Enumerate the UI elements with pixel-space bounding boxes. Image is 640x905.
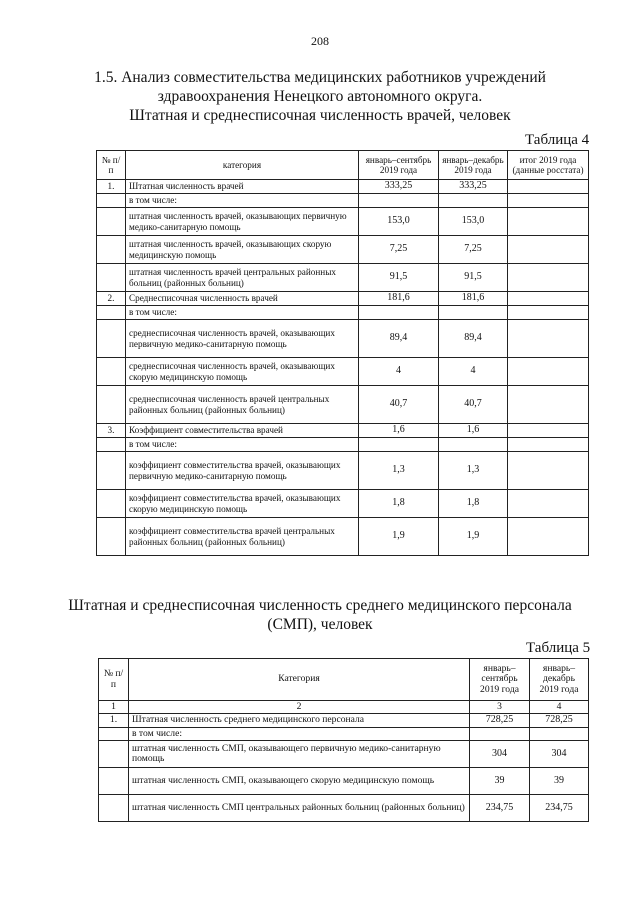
- cell-num: [97, 490, 126, 518]
- cell-category: среднесписочная численность врачей, оказывающих первичную медико-санитарную помощь: [126, 320, 359, 358]
- cell-jan-sep: [359, 194, 439, 208]
- cell-num: [99, 768, 129, 795]
- cell-jan-sep: [359, 438, 439, 452]
- cell-jan-dec: 234,75: [530, 795, 589, 822]
- cell-jan-dec: 153,0: [439, 208, 508, 236]
- table5-caption: Таблица 5: [526, 640, 591, 656]
- header-jan-sep: январь–сентябрь 2019 года: [359, 151, 439, 180]
- cell-total: [508, 358, 589, 386]
- table-row: [99, 741, 589, 768]
- table-row: [97, 194, 589, 208]
- cell-jan-sep: 181,6: [359, 292, 439, 306]
- cell-num: [97, 236, 126, 264]
- table-row: [99, 714, 589, 728]
- cell-total: [508, 208, 589, 236]
- cell-category: коэффициент совместительства врачей центральных районных больниц (районных больниц): [126, 518, 359, 556]
- cell-num: 1.: [99, 714, 129, 728]
- header-jan-sep: январь–сентябрь 2019 года: [470, 659, 530, 701]
- table-row: [97, 424, 589, 438]
- cell-category: коэффициент совместительства врачей, оказывающих первичную медико-санитарную помощь: [126, 452, 359, 490]
- cell-category: штатная численность СМП центральных районных больниц (районных больниц): [129, 795, 470, 822]
- cell-jan-dec: [439, 306, 508, 320]
- cell-category: Коэффициент совместительства врачей: [126, 424, 359, 438]
- cell-jan-sep: 1,9: [359, 518, 439, 556]
- table-row: [97, 518, 589, 556]
- cell-category: в том числе:: [126, 438, 359, 452]
- header-total: итог 2019 года (данные росстата): [508, 151, 589, 180]
- table-row: [97, 438, 589, 452]
- cell-category: в том числе:: [126, 194, 359, 208]
- cell-num: [97, 358, 126, 386]
- cell-category: Штатная численность среднего медицинского персонала: [129, 714, 470, 728]
- cell-jan-dec: [530, 728, 589, 741]
- header-category: категория: [126, 151, 359, 180]
- section-title-line-2: здравоохранения Ненецкого автономного округа.: [157, 88, 483, 105]
- cell-jan-sep: 4: [359, 358, 439, 386]
- table-row: [97, 358, 589, 386]
- cell-num: [97, 306, 126, 320]
- cell-jan-sep: 728,25: [470, 714, 530, 728]
- cell-jan-sep: 1,6: [359, 424, 439, 438]
- index-row: [99, 701, 589, 714]
- table-header-row: [99, 659, 589, 701]
- cell-total: [508, 518, 589, 556]
- cell-jan-sep: 7,25: [359, 236, 439, 264]
- header-jan-dec: январь–декабрь 2019 года: [530, 659, 589, 701]
- cell-total: [508, 438, 589, 452]
- cell-jan-dec: [439, 194, 508, 208]
- table-row: [97, 490, 589, 518]
- cell-jan-sep: 39: [470, 768, 530, 795]
- cell-category: Среднесписочная численность врачей: [126, 292, 359, 306]
- cell-jan-dec: 7,25: [439, 236, 508, 264]
- cell-num: [97, 264, 126, 292]
- cell-category: штатная численность врачей центральных районных больниц (районных больниц): [126, 264, 359, 292]
- table-row: [97, 180, 589, 194]
- cell-num: [99, 728, 129, 741]
- cell-jan-dec: 1,3: [439, 452, 508, 490]
- table-row: [97, 264, 589, 292]
- cell-total: [508, 236, 589, 264]
- cell-jan-sep: 153,0: [359, 208, 439, 236]
- cell-category: в том числе:: [126, 306, 359, 320]
- table-5-body: [99, 714, 589, 822]
- cell-num: 2.: [97, 292, 126, 306]
- index-cell: 1: [99, 701, 129, 714]
- cell-jan-sep: 234,75: [470, 795, 530, 822]
- table5-title-line-1: Штатная и среднесписочная численность среднего медицинского персонала: [68, 597, 572, 614]
- table-row: [97, 306, 589, 320]
- cell-jan-sep: 40,7: [359, 386, 439, 424]
- cell-num: [97, 518, 126, 556]
- table-row: [97, 292, 589, 306]
- cell-jan-dec: 39: [530, 768, 589, 795]
- cell-jan-dec: 40,7: [439, 386, 508, 424]
- cell-category: штатная численность СМП, оказывающего первичную медико-санитарную помощь: [129, 741, 470, 768]
- table-4-body: [97, 180, 589, 556]
- table-row: [97, 236, 589, 264]
- table-header-row: [97, 151, 589, 180]
- cell-num: 3.: [97, 424, 126, 438]
- cell-jan-sep: 1,8: [359, 490, 439, 518]
- header-jan-dec: январь–декабрь 2019 года: [439, 151, 508, 180]
- cell-total: [508, 264, 589, 292]
- cell-total: [508, 306, 589, 320]
- cell-total: [508, 292, 589, 306]
- table-row: [97, 208, 589, 236]
- cell-num: [97, 438, 126, 452]
- cell-category: штатная численность врачей, оказывающих скорую медицинскую помощь: [126, 236, 359, 264]
- cell-num: [97, 452, 126, 490]
- page-number: 208: [311, 34, 329, 48]
- cell-num: [97, 208, 126, 236]
- cell-category: штатная численность врачей, оказывающих первичную медико-санитарную помощь: [126, 208, 359, 236]
- cell-jan-dec: 91,5: [439, 264, 508, 292]
- cell-jan-dec: 181,6: [439, 292, 508, 306]
- cell-total: [508, 320, 589, 358]
- cell-total: [508, 424, 589, 438]
- table-row: [99, 768, 589, 795]
- header-num: № п/п: [99, 659, 129, 701]
- cell-total: [508, 180, 589, 194]
- cell-category: Штатная численность врачей: [126, 180, 359, 194]
- table5-title-line-2: (СМП), человек: [267, 616, 373, 633]
- table-row: [97, 386, 589, 424]
- table4-title: Штатная и среднесписочная численность врачей, человек: [129, 107, 511, 124]
- index-cell: 2: [129, 701, 470, 714]
- cell-jan-dec: 333,25: [439, 180, 508, 194]
- cell-total: [508, 452, 589, 490]
- cell-num: [97, 320, 126, 358]
- cell-jan-dec: 728,25: [530, 714, 589, 728]
- table-4: [96, 150, 589, 556]
- section-title-line-1: 1.5. Анализ совместительства медицинских работников учреждений: [94, 69, 546, 86]
- cell-num: [97, 386, 126, 424]
- cell-num: 1.: [97, 180, 126, 194]
- cell-jan-dec: 89,4: [439, 320, 508, 358]
- cell-jan-sep: 89,4: [359, 320, 439, 358]
- cell-total: [508, 386, 589, 424]
- header-num: № п/п: [97, 151, 126, 180]
- cell-jan-sep: 1,3: [359, 452, 439, 490]
- table-row: [99, 795, 589, 822]
- cell-jan-sep: [470, 728, 530, 741]
- cell-jan-dec: 1,6: [439, 424, 508, 438]
- cell-total: [508, 490, 589, 518]
- cell-num: [99, 741, 129, 768]
- table-row: [97, 320, 589, 358]
- cell-jan-dec: 4: [439, 358, 508, 386]
- table-row: [99, 728, 589, 741]
- cell-jan-sep: [359, 306, 439, 320]
- cell-jan-sep: 91,5: [359, 264, 439, 292]
- cell-category: коэффициент совместительства врачей, оказывающих скорую медицинскую помощь: [126, 490, 359, 518]
- cell-num: [99, 795, 129, 822]
- table-5: [98, 658, 589, 822]
- cell-jan-sep: 333,25: [359, 180, 439, 194]
- cell-num: [97, 194, 126, 208]
- header-category: Категория: [129, 659, 470, 701]
- table-row: [97, 452, 589, 490]
- index-cell: 3: [470, 701, 530, 714]
- cell-category: в том числе:: [129, 728, 470, 741]
- cell-category: штатная численность СМП, оказывающего скорую медицинскую помощь: [129, 768, 470, 795]
- index-cell: 4: [530, 701, 589, 714]
- cell-jan-dec: [439, 438, 508, 452]
- cell-total: [508, 194, 589, 208]
- cell-jan-dec: 1,8: [439, 490, 508, 518]
- cell-category: среднесписочная численность врачей центральных районных больниц (районных больниц): [126, 386, 359, 424]
- cell-category: среднесписочная численность врачей, оказывающих скорую медицинскую помощь: [126, 358, 359, 386]
- cell-jan-dec: 1,9: [439, 518, 508, 556]
- cell-jan-sep: 304: [470, 741, 530, 768]
- table4-caption: Таблица 4: [525, 132, 590, 148]
- cell-jan-dec: 304: [530, 741, 589, 768]
